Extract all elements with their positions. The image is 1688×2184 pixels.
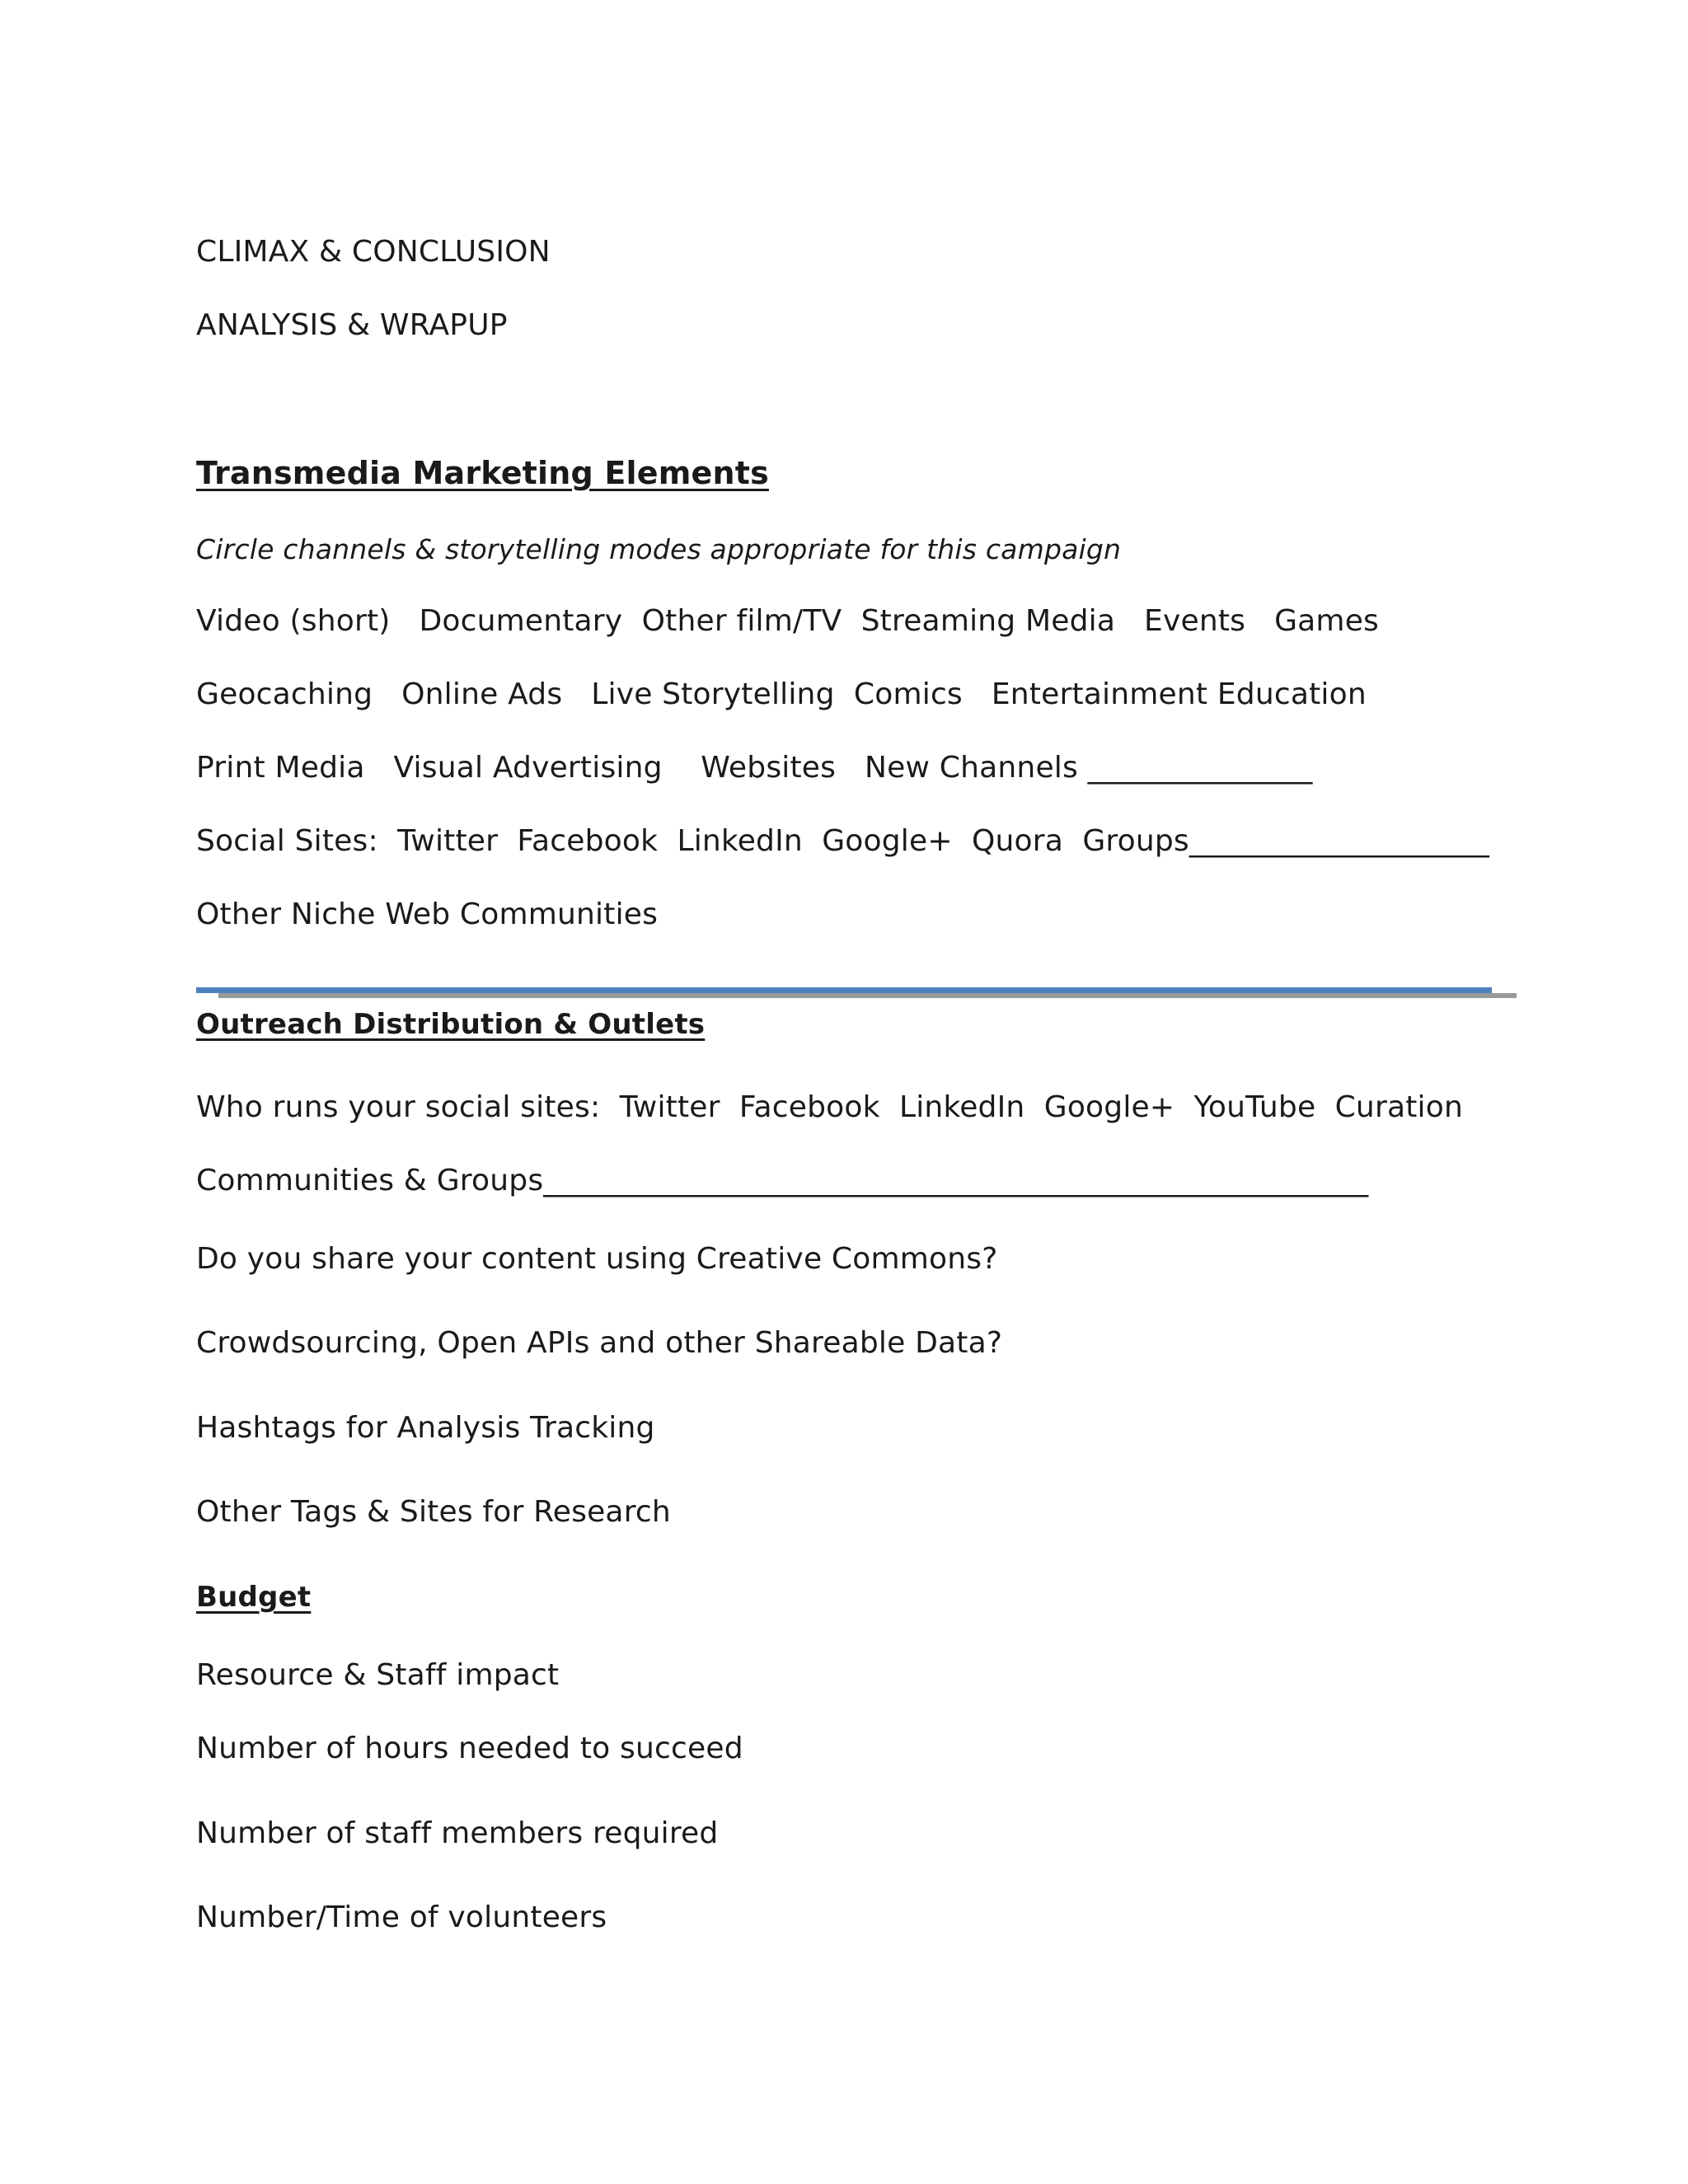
outreach-communities-line: Communities & Groups_______________________________________________________ [196, 1164, 1369, 1197]
transmedia-row-1: Video (short) Documentary Other film/TV Streaming Media Events Games [196, 604, 1380, 638]
transmedia-heading: Transmedia Marketing Elements [196, 455, 769, 491]
hashtags-line: Hashtags for Analysis Tracking [196, 1411, 655, 1445]
analysis-wrapup-line: ANALYSIS & WRAPUP [196, 308, 508, 342]
transmedia-instruction: Circle channels & storytelling modes appropriate for this campaign [196, 533, 1122, 565]
crowdsourcing-line: Crowdsourcing, Open APIs and other Shareable Data? [196, 1326, 1003, 1360]
creative-commons-line: Do you share your content using Creative Commons? [196, 1242, 998, 1276]
staff-required-line: Number of staff members required [196, 1816, 719, 1850]
transmedia-row-3: Print Media Visual Advertising Websites New Channels _______________ [196, 751, 1313, 785]
outreach-heading: Outreach Distribution & Outlets [196, 1008, 706, 1041]
section-divider-shadow [218, 993, 1517, 998]
outreach-social-line: Who runs your social sites: Twitter Facebook LinkedIn Google+ YouTube Curation [196, 1090, 1463, 1124]
transmedia-row-4: Social Sites: Twitter Facebook LinkedIn Google+ Quora Groups____________________ [196, 824, 1489, 858]
climax-conclusion-line: CLIMAX & CONCLUSION [196, 235, 551, 269]
transmedia-row-2: Geocaching Online Ads Live Storytelling Comics Entertainment Education [196, 677, 1367, 711]
resource-staff-line: Resource & Staff impact [196, 1658, 560, 1692]
hours-line: Number of hours needed to succeed [196, 1732, 743, 1765]
volunteers-line: Number/Time of volunteers [196, 1900, 607, 1934]
transmedia-row-5: Other Niche Web Communities [196, 898, 659, 931]
budget-heading: Budget [196, 1581, 312, 1614]
other-tags-line: Other Tags & Sites for Research [196, 1495, 671, 1529]
section-divider [196, 987, 1492, 993]
